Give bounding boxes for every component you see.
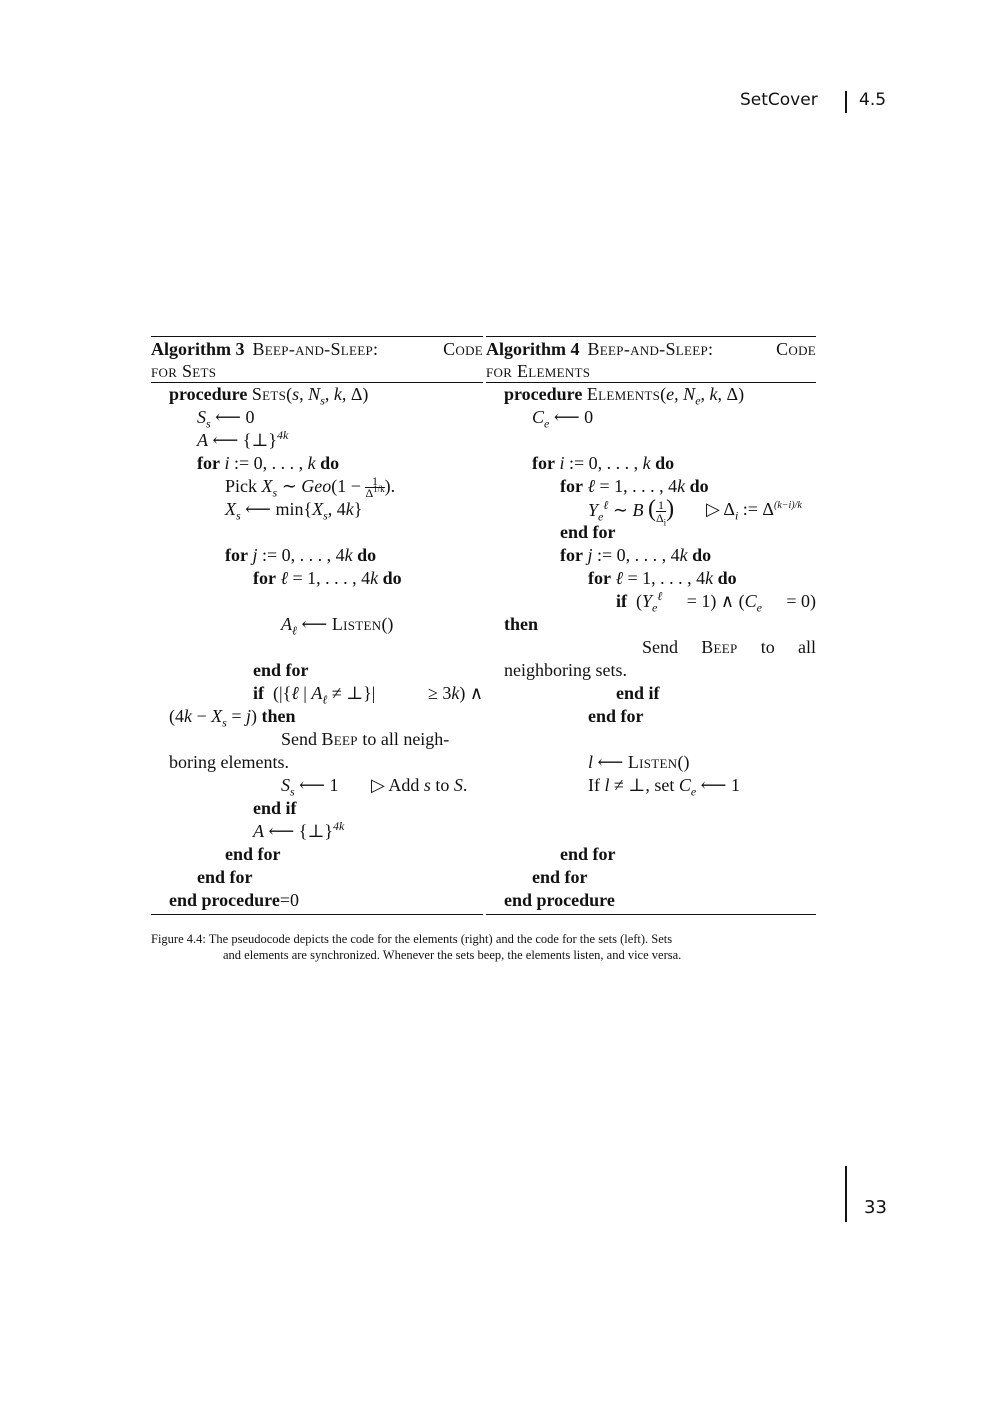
code-line: for ℓ = 1, . . . , 4k do: [253, 568, 402, 588]
code-line: $X_s$ ⟵ $\min\{X_s$, 4k}: [225, 499, 363, 523]
code-line: $S_s$ ⟵ 1: [281, 775, 339, 799]
code-line: for i := 0, . . . , k do: [197, 453, 340, 473]
code-line: then: [504, 614, 539, 634]
code-line: l ⟵ Listen(): [588, 752, 690, 772]
code-line: end for: [253, 660, 309, 680]
algorithm-title-line1: Beep-and-Sleep: Code: [587, 339, 816, 359]
algorithm-3: [151, 336, 483, 913]
code-line: end for: [588, 706, 644, 726]
figure-caption: [151, 931, 821, 963]
code-line: $Y_e^\ell$ ∼ B ( $\frac{1}{\Delta_i}$ ): [588, 496, 675, 528]
running-header-section-title: SetCover: [740, 90, 818, 110]
code-line: end for: [225, 844, 281, 864]
code-line: end for: [560, 522, 616, 542]
code-line: end procedure=0: [169, 890, 299, 910]
code-comment: ▷ Add s to S.: [371, 775, 468, 795]
code-line: A ⟵ {⊥}$^{4k}$: [197, 428, 289, 450]
code-line: for i := 0, . . . , k do: [532, 453, 675, 473]
code-line: for ℓ = 1, . . . , 4k do: [588, 568, 737, 588]
code-line: $A_\ell$ ⟵ Listen(): [281, 614, 394, 638]
code-line: A ⟵ {⊥}$^{4k}$: [253, 819, 345, 841]
algorithm-caption: [486, 337, 816, 383]
figure-caption-text: The pseudocode depicts the code for the elements (right) and the code for the sets (left). Sets: [208, 932, 673, 946]
code-line: end if: [253, 798, 297, 818]
code-line: procedure Sets(s, $N_s$, k, Δ): [169, 384, 369, 408]
algorithm-body: [151, 383, 483, 913]
header-divider: [845, 91, 847, 113]
code-line: end if: [616, 683, 660, 703]
algorithm-label: Algorithm 3: [151, 339, 245, 359]
algorithm-body: [486, 383, 816, 913]
code-line: $S_s$ ⟵ 0: [197, 407, 255, 431]
algorithm-title-line1: Beep-and-Sleep: Code: [252, 339, 483, 359]
code-line: $C_e$ ⟵ 0: [532, 407, 594, 431]
code-line: for j := 0, . . . , 4k do: [560, 545, 712, 565]
code-line: for ℓ = 1, . . . , 4k do: [560, 476, 709, 496]
code-line: if (|{ℓ | $A_\ell$ ≠ ⊥}| ≥ 3k) ∧: [253, 683, 483, 707]
code-line: neighboring sets.: [504, 660, 627, 680]
code-line: for j := 0, . . . , 4k do: [225, 545, 377, 565]
code-line: $(4k - X_s = j)$ then: [169, 706, 296, 730]
code-comment: ▷ $\Delta_i$ := $\Delta^{(k-i)/k}$: [706, 499, 802, 523]
running-header-section-number: 4.5: [859, 90, 887, 110]
algorithm-title-line2: for Sets: [151, 361, 217, 381]
code-line: if ($Y_e^\ell$ = 1) ∧ ($C_e$ = 0): [616, 589, 816, 615]
algorithm-bottom-rule: [486, 914, 816, 915]
code-line: If l ≠ ⊥, set $C_e$ ⟵ 1: [588, 775, 740, 799]
footer-divider: [845, 1166, 847, 1222]
code-line: boring elements.: [169, 752, 289, 772]
code-line: Pick $X_s$ ∼ Geo(1 − $\frac{1}{\Delta^{1/k}}$ ).: [225, 474, 396, 501]
code-line: Send Beep to all: [642, 637, 816, 657]
algorithm-label: Algorithm 4: [486, 339, 580, 359]
page-number: 33: [864, 1197, 887, 1218]
code-line: end for: [560, 844, 616, 864]
algorithm-4: [486, 336, 816, 913]
figure-label: Figure 4.4:: [151, 932, 206, 946]
code-line: end for: [532, 867, 588, 887]
algorithm-title-line2: for Elements: [486, 361, 591, 381]
code-line: end procedure: [504, 890, 615, 910]
code-line: procedure Elements(e, $N_e$, k, Δ): [504, 384, 745, 408]
algorithm-caption: [151, 337, 483, 383]
figure-caption-text-continued: and elements are synchronized. Whenever the sets beep, the elements listen, and vice versa.: [223, 948, 682, 962]
algorithm-bottom-rule: [151, 914, 483, 915]
code-line: end for: [197, 867, 253, 887]
code-line: Send Beep to all neigh-: [281, 729, 450, 749]
